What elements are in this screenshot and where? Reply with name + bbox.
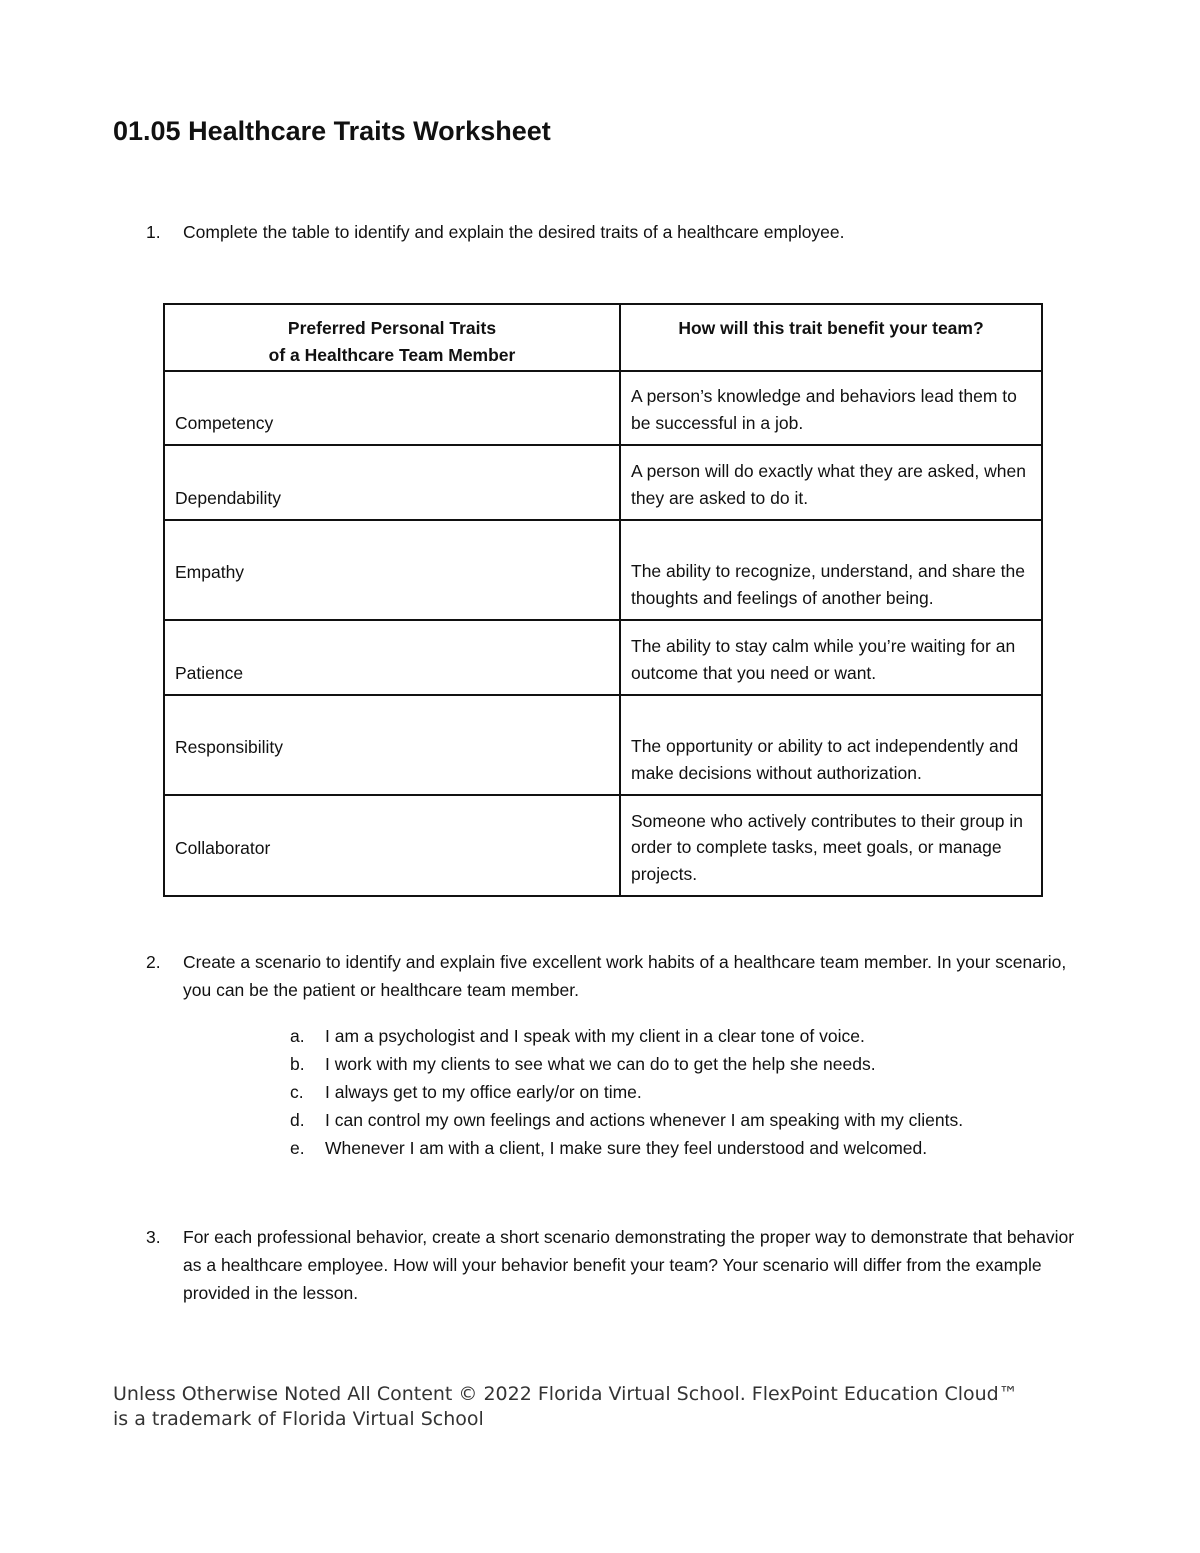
answer-item: e. Whenever I am with a client, I make sure they feel understood and welcomed. bbox=[290, 1138, 928, 1158]
q2-text: Create a scenario to identify and explain five excellent work habits of a healthcare team member. In your scenario, you can be the patient or healthcare team member. bbox=[183, 952, 1067, 1000]
benefit-cell: The opportunity or ability to act independently and make decisions without authorization. bbox=[620, 695, 1042, 795]
benefit-cell: A person’s knowledge and behaviors lead them to be successful in a job. bbox=[620, 371, 1042, 445]
table-row bbox=[164, 520, 1042, 620]
table-row bbox=[164, 695, 1042, 795]
table-row bbox=[164, 620, 1042, 695]
q3-number: 3. bbox=[146, 1227, 161, 1247]
table-row bbox=[164, 371, 1042, 445]
q1-number: 1. bbox=[146, 222, 161, 242]
answer-item: d. I can control my own feelings and actions whenever I am speaking with my clients. bbox=[290, 1110, 964, 1130]
benefit-cell: A person will do exactly what they are asked, when they are asked to do it. bbox=[620, 445, 1042, 520]
header-traits: Preferred Personal Traits of a Healthcare Team Member bbox=[164, 304, 620, 371]
trait-cell: Competency bbox=[164, 371, 620, 445]
trait-cell: Collaborator bbox=[164, 795, 620, 896]
answer-item: a. I am a psychologist and I speak with my client in a clear tone of voice. bbox=[290, 1026, 865, 1046]
trait-cell: Responsibility bbox=[164, 695, 620, 795]
copyright-footer: Unless Otherwise Noted All Content © 2022 Florida Virtual School. FlexPoint Education Cloud™ is a trademark of Florida Virtual School bbox=[113, 1383, 1018, 1430]
q2-number: 2. bbox=[146, 952, 161, 972]
trait-cell: Empathy bbox=[164, 520, 620, 620]
page-title: 01.05 Healthcare Traits Worksheet bbox=[113, 116, 551, 146]
answer-item: c. I always get to my office early/or on time. bbox=[290, 1082, 642, 1102]
trait-cell: Patience bbox=[164, 620, 620, 695]
table-row bbox=[164, 795, 1042, 896]
header-benefit: How will this trait benefit your team? bbox=[620, 304, 1042, 371]
benefit-cell: Someone who actively contributes to their group in order to complete tasks, meet goals, or manage projects. bbox=[620, 795, 1042, 896]
table-header-row bbox=[164, 304, 1042, 371]
trait-cell: Dependability bbox=[164, 445, 620, 520]
traits-table bbox=[163, 303, 1043, 897]
benefit-cell: The ability to stay calm while you’re waiting for an outcome that you need or want. bbox=[620, 620, 1042, 695]
answer-item: b. I work with my clients to see what we can do to get the help she needs. bbox=[290, 1054, 876, 1074]
q3-text: For each professional behavior, create a short scenario demonstrating the proper way to demonstrate that behavior as a healthcare employee. How will your behavior benefit your team? Your scenario will differ from the example provided in the lesson. bbox=[183, 1227, 1075, 1303]
q1-text: Complete the table to identify and explain the desired traits of a healthcare employee. bbox=[183, 222, 845, 242]
benefit-cell: The ability to recognize, understand, and share the thoughts and feelings of another being. bbox=[620, 520, 1042, 620]
table-row bbox=[164, 445, 1042, 520]
